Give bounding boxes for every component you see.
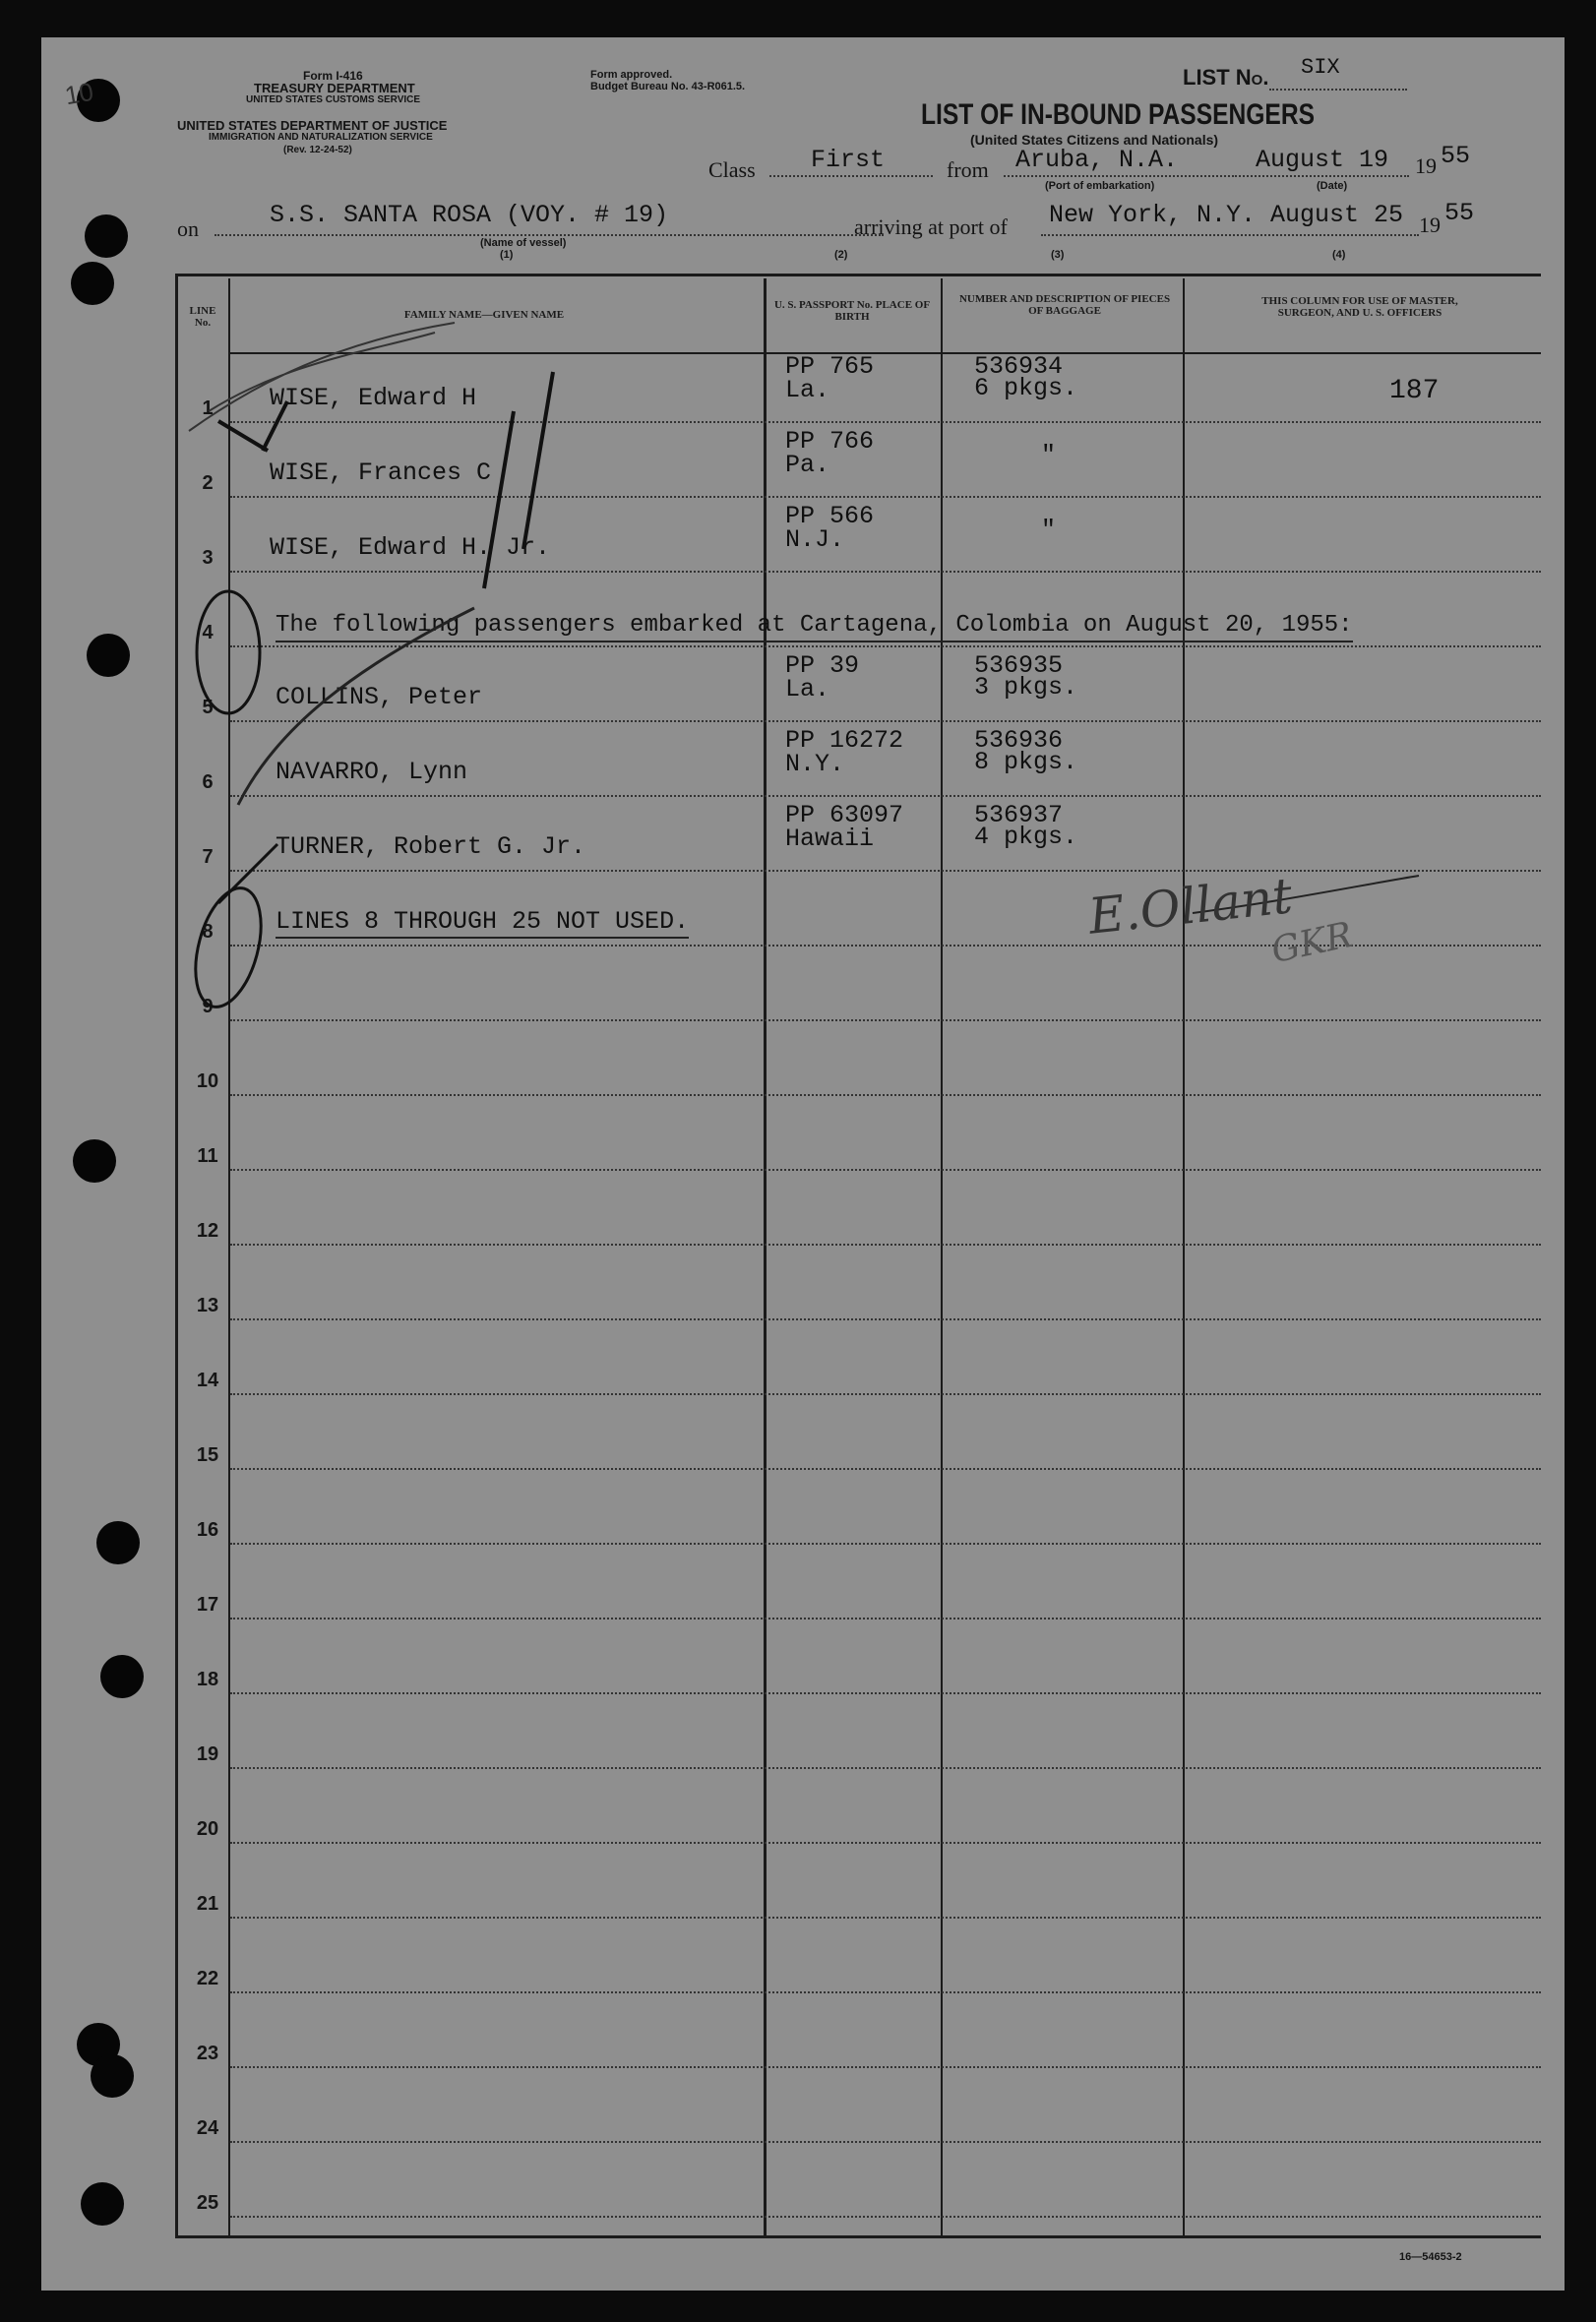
embarkation-port: Aruba, N.A. <box>1015 146 1179 174</box>
arrival-year-prefix: 19 <box>1419 213 1441 237</box>
form-approved: Form approved. <box>590 69 673 81</box>
line-number: 18 <box>196 1669 219 1690</box>
embarkation-note: The following passengers embarked at Cartagena, Colombia on August 20, 1955: <box>276 612 1353 642</box>
customs-service: UNITED STATES CUSTOMS SERVICE <box>246 94 421 105</box>
line-number: 24 <box>196 2117 219 2139</box>
place-of-birth: Hawaii <box>785 825 875 853</box>
form-subtitle: (United States Citizens and Nationals) <box>970 132 1219 148</box>
line-number: 7 <box>202 846 214 868</box>
line-number: 21 <box>196 1893 219 1915</box>
passport-number: PP 39 <box>785 651 860 680</box>
line-number: 6 <box>202 771 214 793</box>
from-label: from <box>947 157 989 182</box>
column-number-4: (4) <box>1332 249 1346 261</box>
passenger-name: WISE, Edward H. Jr. <box>270 533 551 562</box>
circle-annotation-line-4 <box>197 591 260 713</box>
pen-check-mark <box>218 401 514 588</box>
line-number: 20 <box>196 1818 219 1840</box>
line-number: 9 <box>202 996 214 1017</box>
line-number: 11 <box>197 1145 218 1167</box>
embarkation-date: August 19 <box>1256 146 1389 174</box>
column-number-3: (3) <box>1051 249 1065 261</box>
budget-bureau-number: Budget Bureau No. 43-R061.5. <box>590 81 746 92</box>
passenger-name: WISE, Edward H <box>270 384 477 412</box>
year-prefix: 19 <box>1415 153 1437 178</box>
line-number: 5 <box>202 697 214 718</box>
handwritten-annotations <box>41 37 1565 2291</box>
circle-annotation-line-8 <box>184 881 273 1013</box>
line-number: 1 <box>202 397 214 419</box>
pen-slash-mark <box>218 844 277 903</box>
line-number: 8 <box>202 921 214 943</box>
passenger-name: TURNER, Robert G. Jr. <box>276 832 586 861</box>
immigration-service: IMMIGRATION AND NATURALIZATION SERVICE <box>209 132 433 143</box>
place-of-birth: Pa. <box>785 451 830 479</box>
class-value: First <box>811 146 886 174</box>
year-value: 55 <box>1441 142 1471 170</box>
line-number: 19 <box>196 1743 219 1765</box>
form-sheet <box>41 37 1565 2291</box>
line-number: 2 <box>202 472 214 494</box>
class-label: Class <box>708 157 756 182</box>
baggage-description: 6 pkgs. <box>974 374 1078 402</box>
col-header-baggage: NUMBER AND DESCRIPTION OF PIECES OF BAGGAGE <box>958 293 1171 317</box>
pencil-tick-mark <box>189 323 455 431</box>
arriving-label: arriving at port of <box>854 214 1008 239</box>
line-number: 13 <box>196 1295 219 1316</box>
line-number: 16 <box>196 1519 219 1541</box>
baggage-number: 536936 <box>974 726 1064 755</box>
passenger-name: NAVARRO, Lynn <box>276 758 468 786</box>
passport-number: PP 16272 <box>785 726 904 755</box>
line-number: 12 <box>196 1220 219 1242</box>
department-of-justice: UNITED STATES DEPARTMENT OF JUSTICE <box>177 118 448 133</box>
line-number: 25 <box>196 2192 219 2214</box>
form-title: LIST OF IN-BOUND PASSENGERS <box>921 98 1316 131</box>
passenger-name: LINES 8 THROUGH 25 NOT USED. <box>276 907 689 939</box>
list-no-label: LIST No. <box>1183 65 1269 90</box>
ditto-mark: " <box>1041 516 1057 544</box>
vessel-caption: (Name of vessel) <box>480 237 567 249</box>
baggage-description: 3 pkgs. <box>974 673 1078 702</box>
line-number: 17 <box>196 1594 219 1616</box>
line-number: 10 <box>196 1070 219 1092</box>
baggage-number: 536937 <box>974 801 1064 829</box>
place-of-birth: La. <box>785 675 830 703</box>
officer-signature: E.Ollant <box>1085 867 1295 946</box>
arrival-port-date: New York, N.Y. August 25 <box>1049 201 1404 229</box>
pen-slash-mark <box>523 372 553 549</box>
passenger-name: COLLINS, Peter <box>276 683 483 711</box>
corner-mark: 10 <box>62 76 96 111</box>
passport-number: PP 566 <box>785 502 875 530</box>
baggage-number: 536934 <box>974 352 1064 381</box>
col-header-name: FAMILY NAME—GIVEN NAME <box>403 309 565 321</box>
date-caption: (Date) <box>1317 180 1348 192</box>
list-no-value: SIX <box>1301 55 1340 80</box>
line-number: 3 <box>202 547 214 569</box>
on-label: on <box>177 216 199 241</box>
passport-number: PP 766 <box>785 427 875 456</box>
col-header-officers: THIS COLUMN FOR USE OF MASTER, SURGEON, AND U. S. OFFICERS <box>1261 295 1458 319</box>
ditto-mark: " <box>1041 441 1057 469</box>
passenger-name: WISE, Frances C <box>270 458 492 487</box>
place-of-birth: N.Y. <box>785 750 845 778</box>
col-header-line-no: LINE No. <box>189 305 216 329</box>
pen-check-mark <box>238 608 474 805</box>
arrival-year: 55 <box>1444 199 1475 227</box>
place-of-birth: N.J. <box>785 525 845 554</box>
line-number: 14 <box>196 1370 219 1391</box>
line-number: 23 <box>196 2043 219 2064</box>
vessel-name: S.S. SANTA ROSA (VOY. # 19) <box>270 201 669 229</box>
baggage-description: 8 pkgs. <box>974 748 1078 776</box>
place-of-birth: La. <box>785 376 830 404</box>
column-number-2: (2) <box>834 249 848 261</box>
line-number: 4 <box>202 622 214 643</box>
form-number: Form I-416 <box>303 69 363 83</box>
line-number: 15 <box>196 1444 219 1466</box>
passport-number: PP 765 <box>785 352 875 381</box>
column-number-1: (1) <box>500 249 514 261</box>
baggage-number: 536935 <box>974 651 1064 680</box>
baggage-description: 4 pkgs. <box>974 823 1078 851</box>
officer-note: 187 <box>1389 376 1440 406</box>
treasury-department: TREASURY DEPARTMENT <box>254 81 415 95</box>
revision-date: (Rev. 12-24-52) <box>283 145 352 155</box>
col-header-passport: U. S. PASSPORT No. PLACE OF BIRTH <box>773 299 931 323</box>
passport-number: PP 63097 <box>785 801 904 829</box>
line-number: 22 <box>196 1968 219 1989</box>
officer-initials: GKR <box>1267 914 1357 972</box>
port-caption: (Port of embarkation) <box>1045 180 1155 192</box>
footer-code: 16—54653-2 <box>1399 2251 1462 2263</box>
